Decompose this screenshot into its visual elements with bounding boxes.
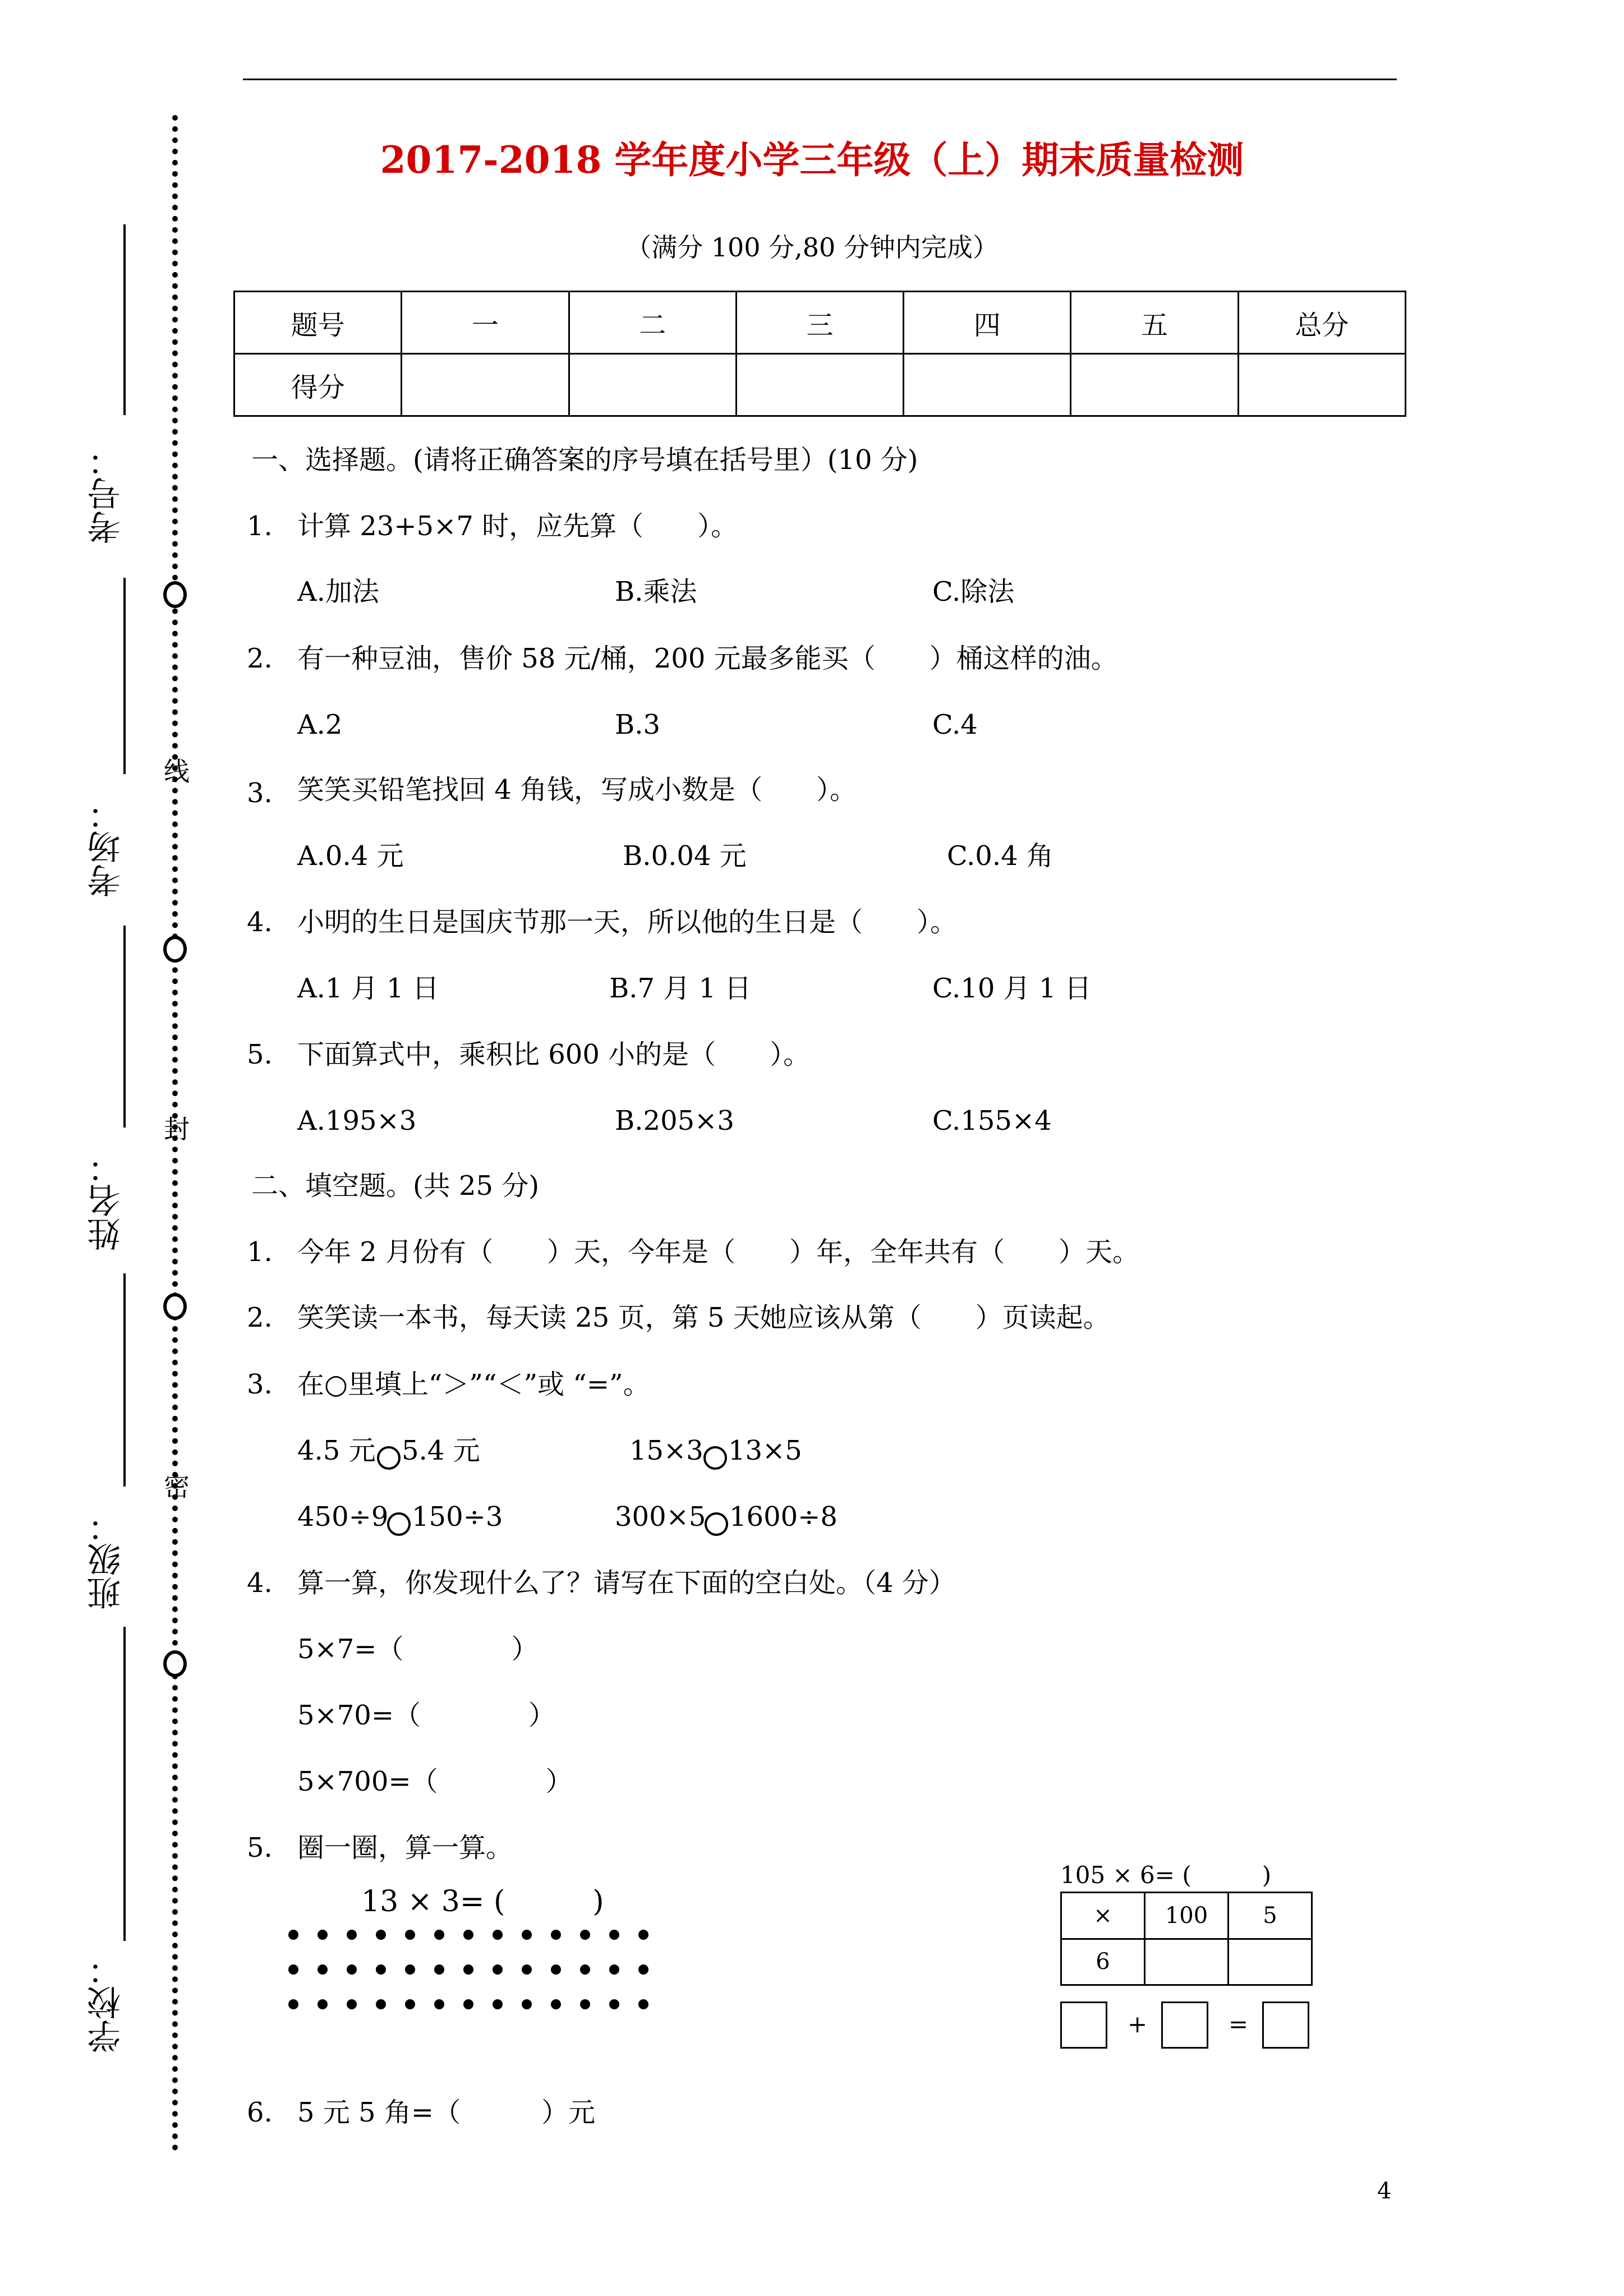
dot (493, 1999, 503, 2009)
question-number: 2. (247, 643, 273, 674)
question-number: 4. (247, 1567, 273, 1599)
binding-circle-icon (163, 1650, 187, 1677)
dot (551, 1964, 561, 1975)
option-b[interactable]: B.乘法 (615, 576, 697, 608)
mult-table (1060, 1892, 1313, 1986)
calc-line[interactable]: 5×7=（ ） (297, 1634, 539, 1665)
dot (376, 1964, 386, 1975)
section2-heading: 二、填空题。(共 25 分) (251, 1170, 540, 1202)
name-label: 姓名： (87, 1150, 126, 1251)
exam-room-label: 考场： (87, 797, 126, 898)
binding-circle-icon (163, 1293, 187, 1320)
option-c[interactable]: C.0.4 角 (947, 840, 1053, 872)
question-number: 3. (247, 1369, 273, 1400)
dot (376, 1999, 386, 2009)
exam-number-line[interactable] (123, 224, 126, 415)
question-text: 在○里填上“＞”“＜”或 “=”。 (297, 1369, 650, 1400)
question-text: 今年 2 月份有（ ）天，今年是（ ）年，全年共有（ ）天。 (297, 1236, 1140, 1268)
dot (347, 1930, 357, 1940)
question-text: 笑笑读一本书，每天读 25 页，第 5 天她应该从第（ ）页读起。 (297, 1302, 1110, 1333)
score-cell-header: 一 (402, 292, 569, 354)
dot (288, 1930, 298, 1940)
option-a[interactable]: A.0.4 元 (297, 840, 404, 872)
score-input-cell[interactable] (1238, 354, 1405, 416)
dot (522, 1930, 532, 1940)
question-text: 算一算，你发现什么了？请写在下面的空白处。（4 分） (297, 1567, 956, 1599)
mult-cell: 5 (1229, 1893, 1312, 1939)
option-b[interactable]: B.7 月 1 日 (609, 973, 752, 1004)
dot (580, 1999, 590, 2009)
score-cell-header: 三 (736, 292, 903, 354)
option-b[interactable]: B.0.04 元 (623, 840, 747, 872)
dot (638, 1999, 648, 2009)
compare-circle-icon[interactable] (377, 1446, 401, 1470)
dot (347, 1999, 357, 2009)
dot (318, 1930, 328, 1940)
compare-c-right: 150÷3 (412, 1501, 503, 1533)
class-line[interactable] (123, 1273, 126, 1487)
page-title: 2017-2018 学年度小学三年级（上）期末质量检测 (380, 138, 1244, 182)
section1-heading: 一、选择题。(请将正确答案的序号填在括号里）(10 分) (251, 444, 918, 476)
score-input-cell[interactable] (569, 354, 736, 416)
dot (638, 1964, 648, 1975)
question-number: 2. (247, 1302, 273, 1333)
dot (580, 1930, 590, 1940)
score-input-cell[interactable] (736, 354, 903, 416)
question-text: 下面算式中，乘积比 600 小的是（ ）。 (297, 1039, 811, 1070)
compare-a-right: 5.4 元 (402, 1435, 480, 1466)
answer-box[interactable] (1161, 2001, 1208, 2049)
score-table-header-row (234, 292, 1406, 354)
dot (405, 1999, 415, 2009)
mult-answer-cell[interactable] (1145, 1939, 1229, 1985)
compare-b-right: 13×5 (728, 1435, 802, 1466)
binding-circle-icon (163, 936, 187, 963)
option-c[interactable]: C.除法 (932, 576, 1015, 608)
school-label: 学校： (87, 1952, 126, 2053)
equals-sign: = (1229, 2010, 1249, 2038)
question-text: 有一种豆油，售价 58 元/桶，200 元最多能买（ ）桶这样的油。 (297, 643, 1118, 674)
question-text: 笑笑买铅笔找回 4 角钱，写成小数是（ ）。 (297, 774, 857, 806)
option-a[interactable]: A.加法 (297, 576, 379, 608)
mult-equation[interactable]: 105 × 6= ( ) (1060, 1861, 1272, 1889)
dot (405, 1930, 415, 1940)
question-text: 计算 23+5×7 时，应先算（ ）。 (297, 510, 738, 542)
mult-table-row (1061, 1939, 1312, 1985)
dot (405, 1964, 415, 1975)
dot (318, 1999, 328, 2009)
score-table-score-row (234, 354, 1406, 416)
question-text: 小明的生日是国庆节那一天，所以他的生日是（ ）。 (297, 907, 958, 938)
option-a[interactable]: A.2 (297, 709, 343, 740)
dot (609, 1930, 619, 1940)
page-number: 4 (1377, 2178, 1392, 2204)
option-b[interactable]: B.205×3 (615, 1105, 734, 1137)
seal-char-secret: 密 (164, 1471, 190, 1502)
option-c[interactable]: C.155×4 (932, 1105, 1052, 1137)
option-b[interactable]: B.3 (615, 709, 661, 740)
option-a[interactable]: A.195×3 (297, 1105, 417, 1137)
mult-cell: × (1061, 1893, 1145, 1939)
score-cell-header: 总分 (1238, 292, 1405, 354)
school-line[interactable] (123, 1627, 126, 1941)
dot (318, 1964, 328, 1975)
answer-box[interactable] (1262, 2001, 1309, 2049)
question-number: 1. (247, 1236, 273, 1268)
question-number: 5. (247, 1832, 273, 1864)
score-cell-header: 二 (569, 292, 736, 354)
question-text: 圈一圈，算一算。 (297, 1832, 513, 1864)
option-a[interactable]: A.1 月 1 日 (297, 973, 439, 1004)
binding-circle-icon (163, 581, 187, 608)
dot (376, 1930, 386, 1940)
dot (493, 1930, 503, 1940)
score-cell-header: 五 (1071, 292, 1238, 354)
dot (580, 1964, 590, 1975)
score-input-cell[interactable] (904, 354, 1071, 416)
dot (463, 1930, 473, 1940)
compare-c-left: 450÷9 (297, 1501, 389, 1533)
class-label: 班级： (87, 1509, 126, 1610)
exam-room-line[interactable] (123, 578, 126, 774)
dot (288, 1964, 298, 1975)
dot (434, 1930, 444, 1940)
dot-equation[interactable]: 13 × 3= ( ) (361, 1885, 604, 1918)
mult-cell: 100 (1145, 1893, 1229, 1939)
seal-char-line: 线 (164, 756, 190, 786)
score-cell-header: 题号 (234, 292, 402, 354)
compare-circle-icon[interactable] (705, 1512, 728, 1536)
dot (522, 1964, 532, 1975)
score-row-label: 得分 (234, 354, 402, 416)
calc-line[interactable]: 5×70=（ ） (297, 1700, 556, 1731)
option-c[interactable]: C.4 (932, 709, 978, 740)
dot (434, 1999, 444, 2009)
seal-char-seal: 封 (164, 1114, 190, 1144)
mult-cell: 6 (1061, 1939, 1145, 1985)
question-text: 5 元 5 角=（ ）元 (297, 2097, 596, 2128)
dot-grid[interactable] (288, 1930, 659, 2025)
mult-table-row (1061, 1893, 1312, 1939)
compare-d-left: 300×5 (615, 1501, 706, 1533)
compare-circle-icon[interactable] (703, 1446, 727, 1470)
dot (551, 1930, 561, 1940)
score-table (233, 291, 1406, 417)
question-number: 6. (247, 2097, 273, 2128)
score-cell-header: 四 (904, 292, 1071, 354)
dot (522, 1999, 532, 2009)
question-number: 4. (247, 907, 273, 938)
dot (638, 1930, 648, 1940)
name-line[interactable] (123, 926, 126, 1128)
dot (551, 1999, 561, 2009)
answer-box[interactable] (1060, 2001, 1107, 2049)
question-number: 1. (247, 510, 273, 542)
dot (493, 1964, 503, 1975)
dot (463, 1964, 473, 1975)
header-rule (243, 79, 1397, 80)
question-number: 5. (247, 1039, 273, 1070)
plus-sign: + (1128, 2010, 1148, 2038)
dot (609, 1999, 619, 2009)
compare-circle-icon[interactable] (387, 1512, 411, 1536)
dot (609, 1964, 619, 1975)
compare-d-right: 1600÷8 (729, 1501, 838, 1533)
question-number: 3. (247, 777, 273, 809)
dot (463, 1999, 473, 2009)
exam-number-label: 考号： (87, 443, 126, 544)
calc-line[interactable]: 5×700=（ ） (297, 1766, 573, 1797)
mult-answer-cell[interactable] (1229, 1939, 1312, 1985)
option-c[interactable]: C.10 月 1 日 (932, 973, 1092, 1004)
score-input-cell[interactable] (402, 354, 569, 416)
dot (347, 1964, 357, 1975)
page-subtitle: （满分 100 分,80 分钟内完成） (625, 232, 999, 263)
dot (288, 1999, 298, 2009)
compare-a-left: 4.5 元 (297, 1435, 376, 1466)
compare-b-left: 15×3 (629, 1435, 703, 1466)
score-input-cell[interactable] (1071, 354, 1238, 416)
dot (434, 1964, 444, 1975)
